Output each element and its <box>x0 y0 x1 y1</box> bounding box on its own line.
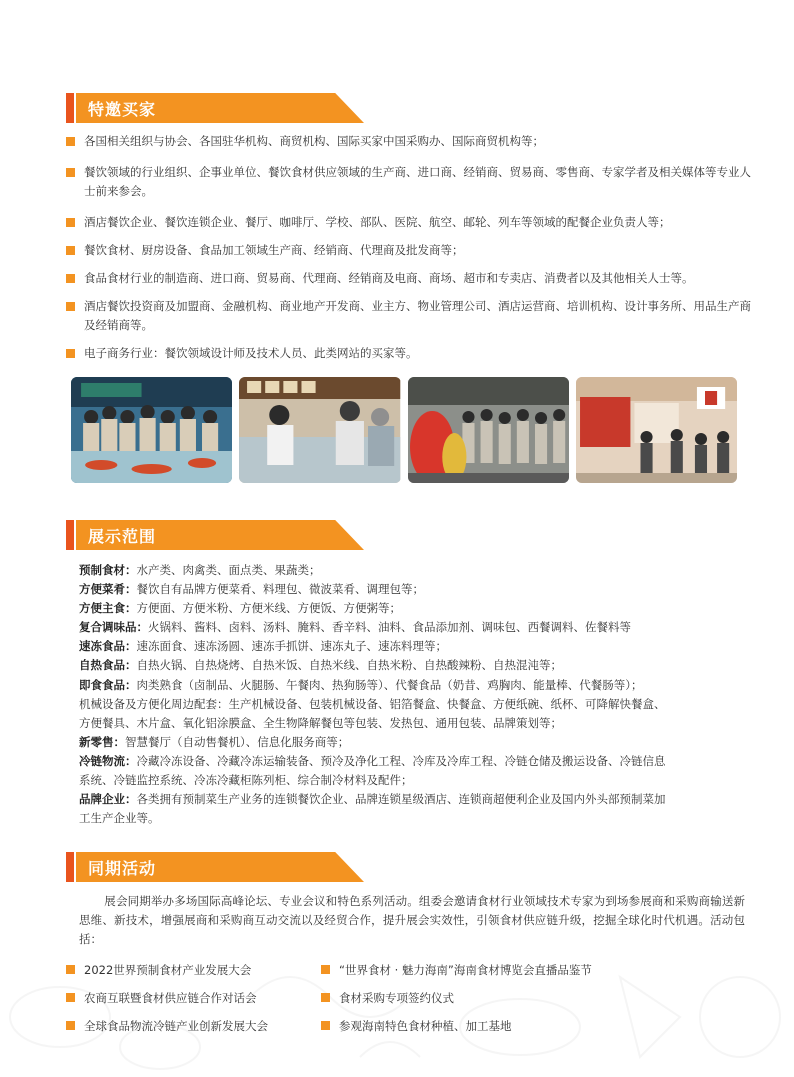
activity-item <box>66 990 257 1006</box>
exhibit-text: 餐饮自有品牌方便菜肴、料理包、微波菜肴、调理包等； <box>136 582 424 597</box>
exhibit-text: 自热火锅、自热烧烤、自热米饭、自热米线、自热米粉、自热酸辣粉、自热混沌等； <box>136 658 562 673</box>
bullet-square-icon <box>66 246 75 255</box>
exhibit-text: 水产类、肉禽类、面点类、果蔬类； <box>136 563 321 577</box>
section-header-buyers <box>66 93 366 123</box>
exhibit-row <box>79 580 739 599</box>
exhibit-label: 即食食品： <box>79 677 137 692</box>
exhibits-list <box>79 561 739 828</box>
exhibit-row <box>79 790 739 809</box>
exhibit-label: 自热食品： <box>79 658 137 673</box>
exhibit-row <box>79 733 739 752</box>
exhibit-label: 冷链物流： <box>79 753 137 768</box>
exhibit-label: 速冻食品： <box>79 639 137 654</box>
bullet-square-icon <box>66 218 75 227</box>
buyer-text: 各国相关组织与协会、各国驻华机构、商贸机构、国际买家中国采购办、国际商贸机构等； <box>84 134 544 148</box>
exhibit-row <box>79 676 739 695</box>
buyer-text: 食品食材行业的制造商、进口商、贸易商、代理商、经销商及电商、商场、超市和专卖店、消费者以及其他相关人士等。 <box>84 271 694 285</box>
exhibit-label: 品牌企业： <box>79 792 137 807</box>
section-header-activities <box>66 852 366 882</box>
activity-text: 2022世界预制食材产业发展大会 <box>84 963 252 977</box>
exhibit-row <box>79 695 739 714</box>
buyer-text: 酒店餐饮企业、餐饮连锁企业、餐厅、咖啡厅、学校、部队、医院、航空、邮轮、列车等领域的配餐企业负责人等； <box>84 215 671 229</box>
seafood-booth-photo <box>71 377 232 483</box>
section-header-exhibits <box>66 520 366 550</box>
bullet-square-icon <box>321 965 330 974</box>
bullet-square-icon <box>66 965 75 974</box>
activity-item <box>321 990 454 1006</box>
activity-text: 农商互联暨食材供应链合作对话会 <box>84 991 257 1005</box>
buyers-list <box>66 132 756 363</box>
activity-text: “世界食材 · 魅力海南”海南食材博览会直播品鉴节 <box>339 963 592 977</box>
exhibit-row <box>79 656 739 675</box>
exhibit-text: 速冻面食、速冻汤圆、速冻手抓饼、速冻丸子、速冻料理等； <box>136 639 447 654</box>
activity-text: 全球食品物流冷链产业创新发展大会 <box>84 1019 268 1033</box>
buyer-item <box>66 241 756 260</box>
exhibit-label: 方便主食： <box>79 601 137 616</box>
buyer-item <box>66 269 756 288</box>
exhibit-row <box>79 618 739 637</box>
exhibit-row <box>79 752 739 771</box>
bullet-square-icon <box>66 349 75 358</box>
buyer-item <box>66 344 756 363</box>
section-title-activities: 同期活动 <box>88 859 157 878</box>
bullet-square-icon <box>66 1021 75 1030</box>
buyer-item <box>66 132 756 151</box>
bullet-square-icon <box>66 274 75 283</box>
activity-text: 食材采购专项签约仪式 <box>339 991 454 1005</box>
exhibit-label: 预制食材： <box>79 563 137 577</box>
bullet-square-icon <box>66 993 75 1002</box>
bullet-square-icon <box>66 168 75 177</box>
beverage-booth-photo <box>408 377 569 483</box>
exhibit-row <box>79 637 739 656</box>
section-title-buyers: 特邀买家 <box>88 100 157 119</box>
tasting-booth-photo <box>239 377 400 483</box>
activity-item <box>66 1018 268 1034</box>
exhibit-row <box>79 714 739 733</box>
exhibit-text: 方便餐具、木片盒、氧化铝涂膜盒、全生物降解餐包等包装、发热包、通用包装、品牌策划等； <box>79 715 562 730</box>
buyer-text: 电子商务行业：餐饮领域设计师及技术人员、此类网站的买家等。 <box>84 346 418 360</box>
buyer-text: 餐饮领域的行业组织、企事业单位、餐饮食材供应领域的生产商、进口商、经销商、贸易商、零售商、专家学者及相关媒体等专业人士前来参会。 <box>84 165 751 198</box>
activity-item <box>321 962 592 978</box>
activity-item <box>66 962 251 978</box>
bullet-square-icon <box>66 137 75 146</box>
exhibit-label: 新零售： <box>79 734 125 749</box>
buyer-text: 酒店餐饮投资商及加盟商、金融机构、商业地产开发商、业主方、物业管理公司、酒店运营商、培训机构、设计事务所、用品生产商及经销商等。 <box>84 299 751 332</box>
exhibit-text: 各类拥有预制菜生产业务的连锁餐饮企业、品牌连锁星级酒店、连锁商超便利企业及国内外头部预制菜加 <box>136 792 666 807</box>
exhibit-text: 系统、冷链监控系统、冷冻冷藏柜陈列柜、综合制冷材料及配件； <box>79 773 413 788</box>
exhibition-hall-photo <box>576 377 737 483</box>
exhibit-text: 智慧餐厅（自动售餐机）、信息化服务商等； <box>125 734 350 749</box>
activity-item <box>321 1018 512 1034</box>
exhibit-text: 冷藏冷冻设备、冷藏冷冻运输装备、预冷及净化工程、冷库及冷库工程、冷链仓储及搬运设备、冷链信息 <box>136 753 666 768</box>
activities-intro: 展会同期举办多场国际高峰论坛、专业会议和特色系列活动。组委会邀请食材行业领域技术专家为到场参展商和采购商输送新思维、新技术，增强展商和采购商互动交流以及经贸合作，提升展会实效性，引领食材供应链升级，挖掘全球化时代机遇。活动包括： <box>79 894 745 946</box>
exhibit-text: 肉类熟食（卤制品、火腿肠、午餐肉、热狗肠等）、代餐食品（奶昔、鸡胸肉、能量棒、代餐肠等）； <box>136 677 643 692</box>
buyer-item <box>66 297 756 335</box>
exhibit-text: 方便面、方便米粉、方便米线、方便饭、方便粥等； <box>136 601 401 616</box>
exhibition-photo-row <box>71 377 737 483</box>
exhibit-text: 机械设备及方便化周边配套：生产机械设备、包装机械设备、铝箔餐盒、快餐盒、方便纸碗、纸杯、可降解快餐盒、 <box>79 696 666 711</box>
buyer-text: 餐饮食材、厨房设备、食品加工领域生产商、经销商、代理商及批发商等； <box>84 243 464 257</box>
section-title-exhibits: 展示范围 <box>88 527 157 546</box>
exhibit-label: 复合调味品： <box>79 620 148 635</box>
bullet-square-icon <box>321 993 330 1002</box>
bullet-square-icon <box>321 1021 330 1030</box>
exhibit-row <box>79 809 739 828</box>
buyer-item <box>66 163 756 201</box>
activity-text: 参观海南特色食材种植、加工基地 <box>339 1019 512 1033</box>
exhibit-row <box>79 599 739 618</box>
exhibit-row <box>79 771 739 790</box>
exhibit-label: 方便菜肴： <box>79 582 137 597</box>
bullet-square-icon <box>66 302 75 311</box>
buyer-item <box>66 213 756 232</box>
exhibit-row <box>79 561 739 580</box>
exhibit-text: 火锅料、酱料、卤料、汤料、腌料、香辛料、油料、食品添加剂、调味包、西餐调料、佐餐料等 <box>148 620 631 635</box>
exhibit-text: 工生产企业等。 <box>79 811 160 826</box>
